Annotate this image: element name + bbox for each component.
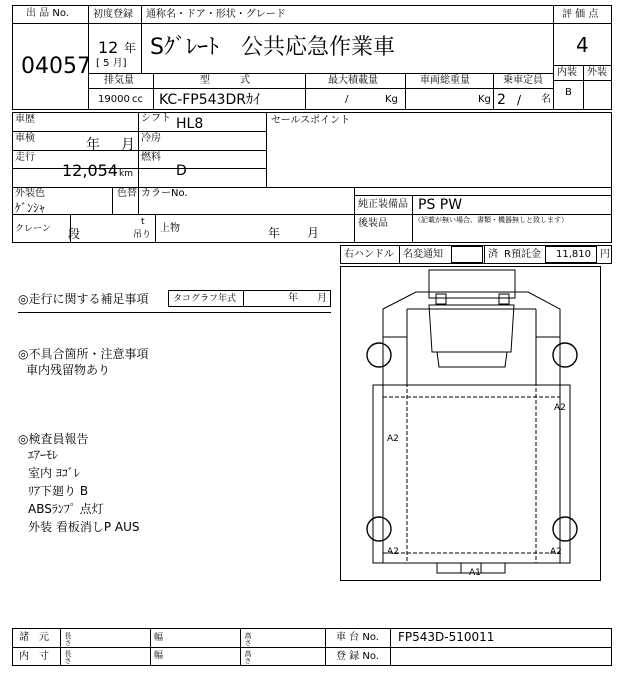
color-value: ｹﾞﾝｼｬ bbox=[15, 201, 46, 215]
inspector-line: ｴｱｰﾓﾚ bbox=[28, 448, 59, 462]
aftermarket-label: 後装品 bbox=[358, 218, 388, 229]
defects-title: ◎不具合箇所・注意事項 bbox=[18, 347, 149, 361]
inspection-year-unit: 年 bbox=[86, 137, 100, 153]
color-no-label: カラーNo. bbox=[141, 188, 188, 199]
fuel-label: 燃料 bbox=[141, 152, 161, 163]
seats-unit: 名 bbox=[541, 94, 551, 105]
width-label: 幅 bbox=[154, 633, 164, 643]
lot-number: 04057 bbox=[21, 54, 91, 79]
body-year-unit: 年 bbox=[268, 226, 281, 240]
inner-dims-row-label: 内 寸 bbox=[19, 651, 49, 662]
tacho-year-unit: 年 bbox=[288, 293, 298, 304]
recycle-unit: 円 bbox=[600, 249, 610, 260]
tacho-month-unit: 月 bbox=[317, 293, 327, 304]
chassis-number: FP543D-510011 bbox=[398, 630, 495, 644]
recycle-amount: 11,810 bbox=[556, 249, 591, 260]
inspection-label: 車検 bbox=[15, 133, 35, 144]
interior-score: B bbox=[565, 87, 572, 98]
name-change-box bbox=[451, 246, 483, 263]
recycle-done-mark: 済 bbox=[488, 249, 498, 260]
sales-point-label: セールスポイント bbox=[271, 115, 351, 126]
equipment-value: PS PW bbox=[418, 197, 463, 213]
inspector-line: ABSﾗﾝﾌﾟ 点灯 bbox=[28, 502, 104, 516]
inspector-line: ﾘｱ下廻り B bbox=[28, 484, 89, 498]
specs-row-label: 諸 元 bbox=[19, 632, 49, 643]
color-label: 外装色 bbox=[15, 188, 45, 199]
score-label: 評 価 点 bbox=[562, 9, 599, 20]
equipment-label: 純正装備品 bbox=[358, 199, 408, 210]
gross-weight-unit: Kg bbox=[478, 94, 491, 105]
height-label: 高さ bbox=[244, 632, 252, 646]
capacity-value: / bbox=[345, 94, 349, 105]
damage-mark: A2 bbox=[554, 403, 566, 413]
aftermarket-note: （記載が無い場合、書類・機器無しと致します） bbox=[414, 216, 568, 224]
registration-label: 登 録 No. bbox=[336, 651, 379, 662]
seats-label: 乗車定員 bbox=[503, 75, 543, 86]
crane-label: クレーン bbox=[15, 224, 51, 234]
shift-value: HL8 bbox=[176, 116, 204, 132]
driving-notes-title: ◎走行に関する補足事項 bbox=[18, 292, 149, 306]
crane-lift-label: 吊り bbox=[133, 230, 152, 240]
overall-score: 4 bbox=[576, 33, 589, 57]
history-label: 車歴 bbox=[15, 114, 35, 125]
capacity-label: 最大積載量 bbox=[328, 75, 378, 86]
mileage-unit: km bbox=[119, 169, 133, 179]
gross-weight-label: 車両総重量 bbox=[420, 75, 470, 86]
inspection-month-unit: 月 bbox=[121, 137, 135, 153]
mileage-label: 走行 bbox=[15, 152, 35, 163]
aircon-label: 冷房 bbox=[141, 133, 161, 144]
vehicle-title: Sｸﾞﾚｰﾄ 公共応急作業車 bbox=[150, 35, 395, 60]
crane-t-unit: t bbox=[141, 217, 145, 227]
damage-mark: A2 bbox=[387, 434, 399, 444]
shift-label: シフト bbox=[141, 113, 171, 124]
chassis-label: 車 台 No. bbox=[336, 632, 379, 643]
inspector-line: 外装 看板消しP AUS bbox=[28, 520, 140, 534]
truck-diagram bbox=[341, 267, 600, 580]
name-change-label: 名変通知 bbox=[403, 249, 443, 260]
defect-line: 車内残留物あり bbox=[26, 363, 111, 377]
height-label: 高さ bbox=[244, 650, 252, 664]
displacement-value: 19000 bbox=[98, 94, 130, 105]
damage-mark: A2 bbox=[387, 547, 399, 557]
color-change-label: 色替 bbox=[117, 188, 137, 199]
body-label: 上物 bbox=[160, 223, 180, 234]
crane-stage-unit: 段 bbox=[68, 227, 81, 241]
seats-separator: / bbox=[517, 93, 522, 107]
lot-label: 出 品 No. bbox=[26, 8, 69, 19]
model-label: 型 式 bbox=[200, 75, 250, 86]
title-label: 通称名・ドア・形状・グレード bbox=[146, 9, 286, 20]
inspector-line: 室内 ﾖｺﾞﾚ bbox=[28, 466, 80, 480]
damage-diagram-frame bbox=[340, 266, 601, 581]
length-label: 長さ bbox=[64, 650, 72, 664]
tacho-label: タコグラフ年式 bbox=[173, 294, 237, 304]
first-reg-month: [ 5 月] bbox=[96, 58, 127, 69]
first-reg-year-unit: 年 bbox=[124, 41, 137, 55]
capacity-unit: Kg bbox=[385, 94, 398, 105]
length-label: 長さ bbox=[64, 632, 72, 646]
recycle-label: R預託金 bbox=[504, 249, 541, 260]
inspector-title: ◎検査員報告 bbox=[18, 432, 89, 446]
first-reg-year: 12 bbox=[98, 38, 119, 57]
exterior-label: 外装 bbox=[587, 67, 607, 78]
model-value: KC-FP543DRｶｲ bbox=[159, 92, 260, 108]
seats-value: 2 bbox=[497, 92, 506, 108]
steering-side: 右ハンドル bbox=[344, 249, 394, 260]
width-label: 幅 bbox=[154, 651, 164, 661]
displacement-label: 排気量 bbox=[104, 75, 134, 86]
interior-label: 内装 bbox=[557, 67, 577, 78]
body-month-unit: 月 bbox=[307, 226, 320, 240]
damage-mark: A1 bbox=[469, 568, 481, 578]
fuel-value: D bbox=[176, 163, 187, 179]
mileage-value: 12,054 bbox=[62, 161, 118, 180]
first-reg-label: 初度登録 bbox=[93, 9, 133, 20]
damage-mark: A2 bbox=[550, 547, 562, 557]
displacement-unit: cc bbox=[132, 94, 143, 105]
